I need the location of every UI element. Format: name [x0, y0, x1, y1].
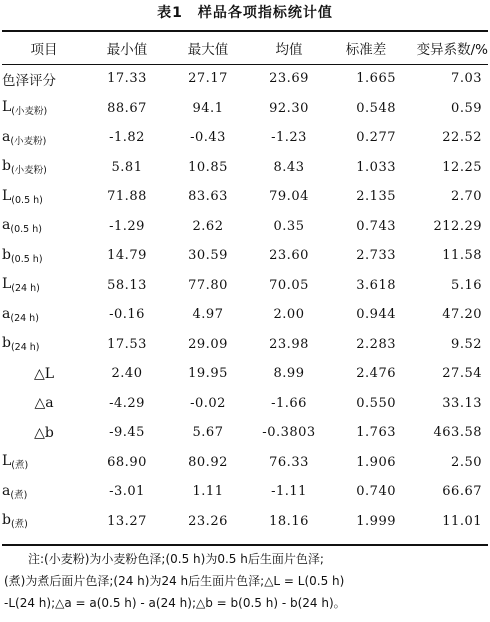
- cell-max: 4.97: [192, 307, 224, 323]
- header-item: 项目: [30, 42, 58, 58]
- cell-cv: 7.03: [451, 71, 482, 87]
- table-header: [2, 32, 488, 64]
- item-subscript: (24 h): [11, 283, 40, 295]
- item-subscript: (24 h): [10, 312, 39, 324]
- item-subscript: (小麦粉): [10, 165, 47, 177]
- table-row: [2, 212, 488, 242]
- table-row: [2, 448, 488, 478]
- item-symbol: L: [2, 453, 12, 470]
- item-symbol: a: [2, 305, 11, 322]
- cell-std: 3.618: [356, 277, 396, 293]
- item-subscript: (0.5 h): [10, 224, 42, 236]
- cell-max: 83.63: [188, 189, 228, 205]
- cell-cv: 11.01: [442, 513, 482, 529]
- table-row: [2, 389, 488, 419]
- table-row: [2, 182, 488, 212]
- cell-cv: 47.20: [442, 307, 482, 323]
- table-row: [2, 94, 488, 124]
- cell-max: 29.09: [188, 336, 228, 352]
- item-subscript: (小麦粉): [10, 135, 47, 147]
- row-item-label: [2, 477, 86, 507]
- header-cv: 变异系数/%: [416, 42, 488, 58]
- cell-max: 30.59: [188, 248, 228, 264]
- cell-max: 5.67: [192, 425, 224, 441]
- cell-min: -3.01: [109, 484, 145, 500]
- row-item-label: [2, 271, 86, 301]
- footnote-line: 注:(小麦粉)为小麦粉色泽;(0.5 h)为0.5 h后生面片色泽;: [28, 552, 324, 566]
- table-row: [2, 330, 488, 360]
- cell-min: 58.13: [107, 277, 147, 293]
- item-symbol: △b: [34, 424, 54, 441]
- cell-mean: 92.30: [269, 100, 309, 116]
- row-item-label: [2, 389, 86, 419]
- footnote-line: -L(24 h);△a = a(0.5 h) - a(24 h);△b = b(0.5 h) - b(24 h)。: [4, 596, 346, 610]
- table-row: [2, 477, 488, 507]
- cell-mean: 8.99: [273, 366, 305, 382]
- table-row: [2, 359, 488, 389]
- cell-max: 27.17: [188, 71, 228, 87]
- item-symbol: b: [2, 335, 11, 352]
- header-row: [2, 32, 488, 64]
- row-item-label: [2, 448, 86, 478]
- item-symbol: L: [2, 99, 12, 116]
- item-symbol: b: [2, 512, 11, 529]
- row-item-label: [2, 330, 86, 360]
- cell-cv: 2.70: [451, 189, 482, 205]
- cell-std: 1.763: [356, 425, 396, 441]
- cell-cv: 212.29: [433, 218, 482, 234]
- header-min: 最小值: [106, 42, 148, 58]
- item-symbol: 色泽评分: [2, 72, 56, 89]
- cell-cv: 33.13: [442, 395, 482, 411]
- item-subscript: (24 h): [10, 342, 40, 354]
- item-symbol: L: [2, 276, 12, 293]
- cell-std: 2.283: [356, 336, 396, 352]
- item-subscript: (0.5 h): [11, 194, 43, 206]
- table-row: [2, 418, 488, 448]
- cell-max: 1.11: [192, 484, 224, 500]
- cell-min: 88.67: [107, 100, 147, 116]
- cell-std: 2.135: [356, 189, 396, 205]
- cell-cv: 463.58: [433, 425, 482, 441]
- item-symbol: a: [2, 217, 11, 234]
- row-item-label: [2, 94, 86, 124]
- item-subscript: (煮): [10, 489, 28, 501]
- table-row: [2, 300, 488, 330]
- row-item-label: [2, 507, 86, 537]
- cell-mean: 0.35: [273, 218, 305, 234]
- cell-mean: -1.23: [271, 130, 307, 146]
- cell-mean: 8.43: [273, 159, 305, 175]
- cell-std: 2.733: [356, 248, 396, 264]
- cell-min: 17.53: [107, 336, 147, 352]
- cell-cv: 12.25: [442, 159, 482, 175]
- cell-mean: -1.66: [271, 395, 307, 411]
- cell-std: 0.277: [356, 130, 396, 146]
- cell-mean: 2.00: [273, 307, 305, 323]
- cell-std: 0.740: [356, 484, 396, 500]
- cell-max: 94.1: [192, 100, 224, 116]
- row-item-label: [2, 300, 86, 330]
- cell-min: -9.45: [109, 425, 145, 441]
- cell-mean: 79.04: [269, 189, 309, 205]
- cell-min: 17.33: [107, 71, 147, 87]
- row-item-label: [2, 241, 86, 271]
- row-item-label: [2, 418, 86, 448]
- header-mean: 均值: [275, 42, 303, 58]
- row-item-label: [2, 359, 86, 389]
- table-row: [2, 241, 488, 271]
- row-item-label: [2, 153, 86, 183]
- table-row: [2, 123, 488, 153]
- cell-mean: 23.60: [269, 248, 309, 264]
- cell-cv: 0.59: [451, 100, 482, 116]
- cell-min: -1.29: [109, 218, 145, 234]
- table-row: [2, 64, 488, 94]
- cell-cv: 66.67: [442, 484, 482, 500]
- table-title: 表1 样品各项指标统计值: [157, 5, 333, 21]
- cell-min: 71.88: [107, 189, 147, 205]
- cell-mean: 18.16: [269, 513, 309, 529]
- cell-std: 2.476: [356, 366, 396, 382]
- row-item-label: [2, 182, 86, 212]
- cell-max: 77.80: [188, 277, 228, 293]
- cell-std: 1.906: [356, 454, 396, 470]
- cell-min: 13.27: [107, 513, 147, 529]
- cell-std: 1.665: [356, 71, 396, 87]
- header-std: 标准差: [345, 42, 387, 58]
- item-symbol: L: [2, 187, 12, 204]
- cell-std: 1.999: [356, 513, 396, 529]
- cell-max: 2.62: [192, 218, 224, 234]
- statistics-table: [2, 32, 488, 536]
- item-symbol: b: [2, 158, 11, 175]
- cell-mean: -0.3803: [262, 425, 316, 441]
- row-item-label: [2, 212, 86, 242]
- cell-min: 68.90: [107, 454, 147, 470]
- cell-std: 0.550: [356, 395, 396, 411]
- cell-min: -1.82: [109, 130, 145, 146]
- cell-mean: 23.69: [269, 71, 309, 87]
- cell-cv: 9.52: [451, 336, 482, 352]
- footnote-line: (煮)为煮后面片色泽;(24 h)为24 h后生面片色泽;△L = L(0.5 h): [4, 574, 345, 588]
- cell-min: -4.29: [109, 395, 145, 411]
- header-max: 最大值: [187, 42, 229, 58]
- row-item-label: [2, 123, 86, 153]
- cell-std: 0.743: [356, 218, 396, 234]
- cell-std: 1.033: [356, 159, 396, 175]
- item-symbol: △a: [34, 395, 54, 412]
- table-row: [2, 271, 488, 301]
- cell-max: -0.02: [190, 395, 226, 411]
- item-symbol: a: [2, 128, 11, 145]
- item-subscript: (煮): [11, 460, 29, 472]
- cell-mean: 23.98: [269, 336, 309, 352]
- cell-cv: 27.54: [442, 366, 482, 382]
- cell-min: 2.40: [111, 366, 143, 382]
- cell-min: 5.81: [111, 159, 143, 175]
- cell-mean: 70.05: [269, 277, 309, 293]
- item-subscript: (0.5 h): [10, 253, 43, 265]
- cell-cv: 11.58: [442, 248, 482, 264]
- cell-cv: 22.52: [442, 130, 482, 146]
- table-body: [2, 64, 488, 536]
- cell-max: -0.43: [190, 130, 226, 146]
- item-symbol: a: [2, 482, 11, 499]
- cell-max: 80.92: [188, 454, 228, 470]
- item-subscript: (小麦粉): [11, 106, 48, 118]
- cell-max: 23.26: [188, 513, 228, 529]
- cell-cv: 2.50: [451, 454, 482, 470]
- table-footnote: [4, 548, 486, 614]
- table-bottom-rule: [2, 544, 488, 546]
- cell-mean: 76.33: [269, 454, 309, 470]
- row-item-label: [2, 64, 86, 94]
- cell-cv: 5.16: [451, 277, 482, 293]
- cell-min: -0.16: [109, 307, 145, 323]
- table-row: [2, 507, 488, 537]
- item-subscript: (煮): [10, 519, 28, 531]
- item-symbol: b: [2, 246, 11, 263]
- cell-std: 0.944: [356, 307, 396, 323]
- cell-max: 19.95: [188, 366, 228, 382]
- cell-mean: -1.11: [271, 484, 307, 500]
- item-symbol: △L: [33, 365, 55, 382]
- table-row: [2, 153, 488, 183]
- cell-min: 14.79: [107, 248, 147, 264]
- cell-std: 0.548: [356, 100, 396, 116]
- cell-max: 10.85: [188, 159, 228, 175]
